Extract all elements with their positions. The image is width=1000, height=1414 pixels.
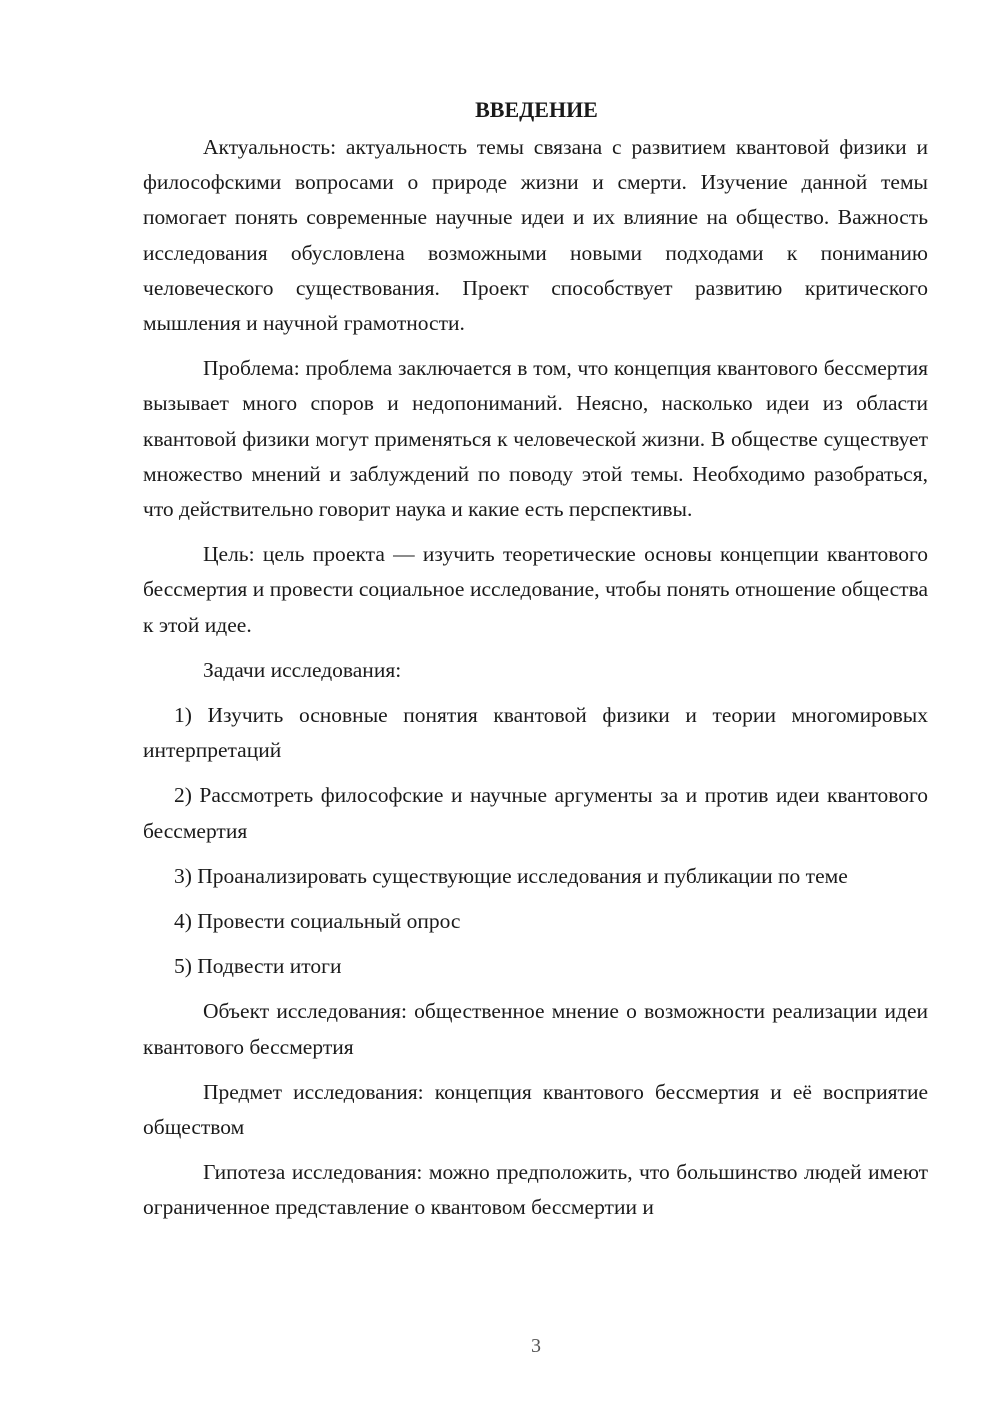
paragraph-goal: Цель: цель проекта — изучить теоретические основы концепции квантового бессмертия и провести социальное исследование, чтобы понять отношение общества к этой идее. bbox=[143, 542, 928, 637]
paragraph-relevance: Актуальность: актуальность темы связана с развитием квантовой физики и философскими вопросами о природе жизни и смерти. Изучение данной темы помогает понять современные научные идеи и их влияние на общество. Важность исследования обусловлена возможными новыми подходами к пониманию человеческого существования. Проект способствует развитию критического мышления и научной грамотности. bbox=[143, 135, 928, 336]
task-item-5: 5) Подвести итоги bbox=[174, 954, 342, 979]
section-title: ВВЕДЕНИЕ bbox=[475, 97, 598, 122]
task-item-1: 1) Изучить основные понятия квантовой физики и теории многомировых интерпретаций bbox=[143, 703, 928, 763]
paragraph-hypothesis: Гипотеза исследования: можно предположить, что большинство людей имеют ограниченное представление о квантовом бессмертии и bbox=[143, 1160, 928, 1220]
paragraph-object: Объект исследования: общественное мнение о возможности реализации идеи квантового бессмертия bbox=[143, 999, 928, 1059]
paragraph-problem: Проблема: проблема заключается в том, что концепция квантового бессмертия вызывает много споров и недопониманий. Неясно, насколько идеи из области квантовой физики могут применяться к человеческой жизни. В обществе существует множество мнений и заблуждений по поводу этой темы. Необходимо разобраться, что действительно говорит наука и какие есть перспективы. bbox=[143, 356, 928, 522]
task-item-4: 4) Провести социальный опрос bbox=[174, 909, 461, 934]
task-item-3: 3) Проанализировать существующие исследования и публикации по теме bbox=[174, 863, 848, 888]
paragraph-tasks-heading: Задачи исследования: bbox=[203, 657, 402, 682]
document-page bbox=[143, 92, 928, 1236]
page-number: 3 bbox=[531, 1335, 541, 1357]
task-item-2: 2) Рассмотреть философские и научные аргументы за и против идеи квантового бессмертия bbox=[143, 783, 928, 843]
paragraph-subject: Предмет исследования: концепция квантового бессмертия и её восприятие обществом bbox=[143, 1079, 928, 1140]
